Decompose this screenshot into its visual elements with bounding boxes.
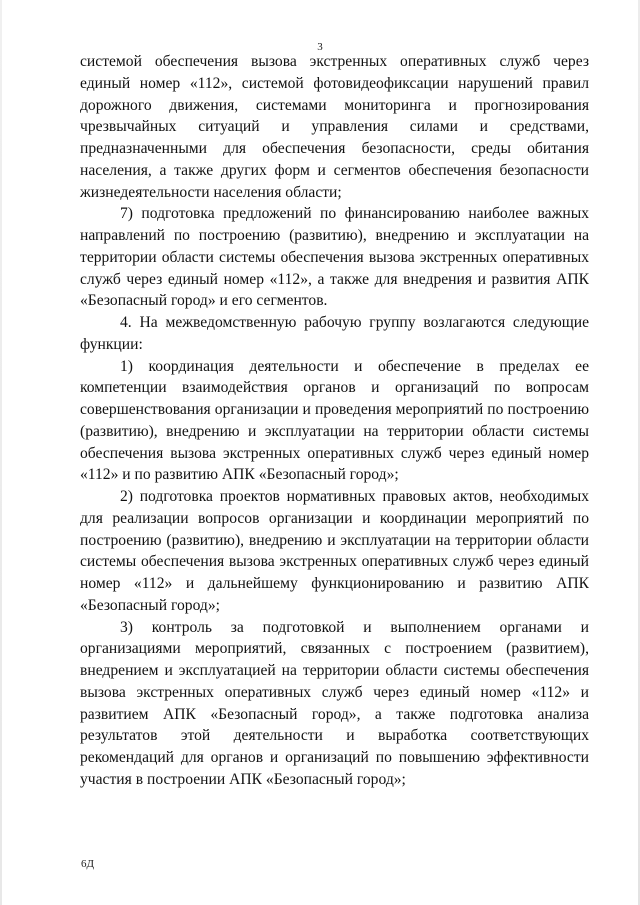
paragraph-item-3: 3) контроль за подготовкой и выполнением органами и организациями мероприятий, связанных с построением (развитием), внедрением и эксплуатацией на территории области системы обеспечения вызова экстренных оперативных служб через единый номер «112» и развитием АПК «Безопасный город», а также подготовка анализа результатов этой деятельности и выработка соответствующих рекомендаций для органов и организаций по повышению эффективности участия в построении АПК «Безопасный город»;: [80, 618, 589, 788]
scan-edge-left: [0, 0, 2, 905]
page-number: 3: [317, 41, 323, 53]
paragraph-continuation: системой обеспечения вызова экстренных оперативных служб через единый номер «112», системой фотовидеофиксации нарушений правил дорожного движения, системами мониторинга и прогнозирования чрезвычайных ситуаций и управления силами и средствами, предназначенными для обеспечения безопасности, среды обитания населения, а также других форм и сегментов обеспечения безопасности жизнедеятельности населения области;: [80, 53, 589, 201]
paragraph-item-2: 2) подготовка проектов нормативных правовых актов, необходимых для реализации вопросов организации и координации мероприятий по построению (развитию), внедрению и эксплуатации на территории области системы обеспечения вызова экстренных оперативных служб через единый номер «112» и дальнейшему функционированию и развитию АПК «Безопасный город»;: [80, 488, 589, 614]
paragraph-item-7: 7) подготовка предложений по финансированию наиболее важных направлений по построению (развитию), внедрению и эксплуатации на территории области системы обеспечения вызова экстренных оперативных служб через единый номер «112», а также для внедрения и развития АПК «Безопасный город» и его сегментов.: [80, 205, 589, 310]
paragraph-item-1: 1) координация деятельности и обеспечение в пределах ее компетенции взаимодействия органов и организаций по вопросам совершенствования организации и проведения мероприятий по построению (развитию), внедрению и эксплуатации на территории области системы обеспечения вызова экстренных оперативных служб через единый номер «112» и по развитию АПК «Безопасный город»;: [80, 357, 589, 484]
body-text: [80, 51, 589, 791]
footer-code: 6Д: [81, 858, 95, 870]
paragraph-section-4: 4. На межведомственную рабочую группу возлагаются следующие функции:: [80, 314, 589, 353]
